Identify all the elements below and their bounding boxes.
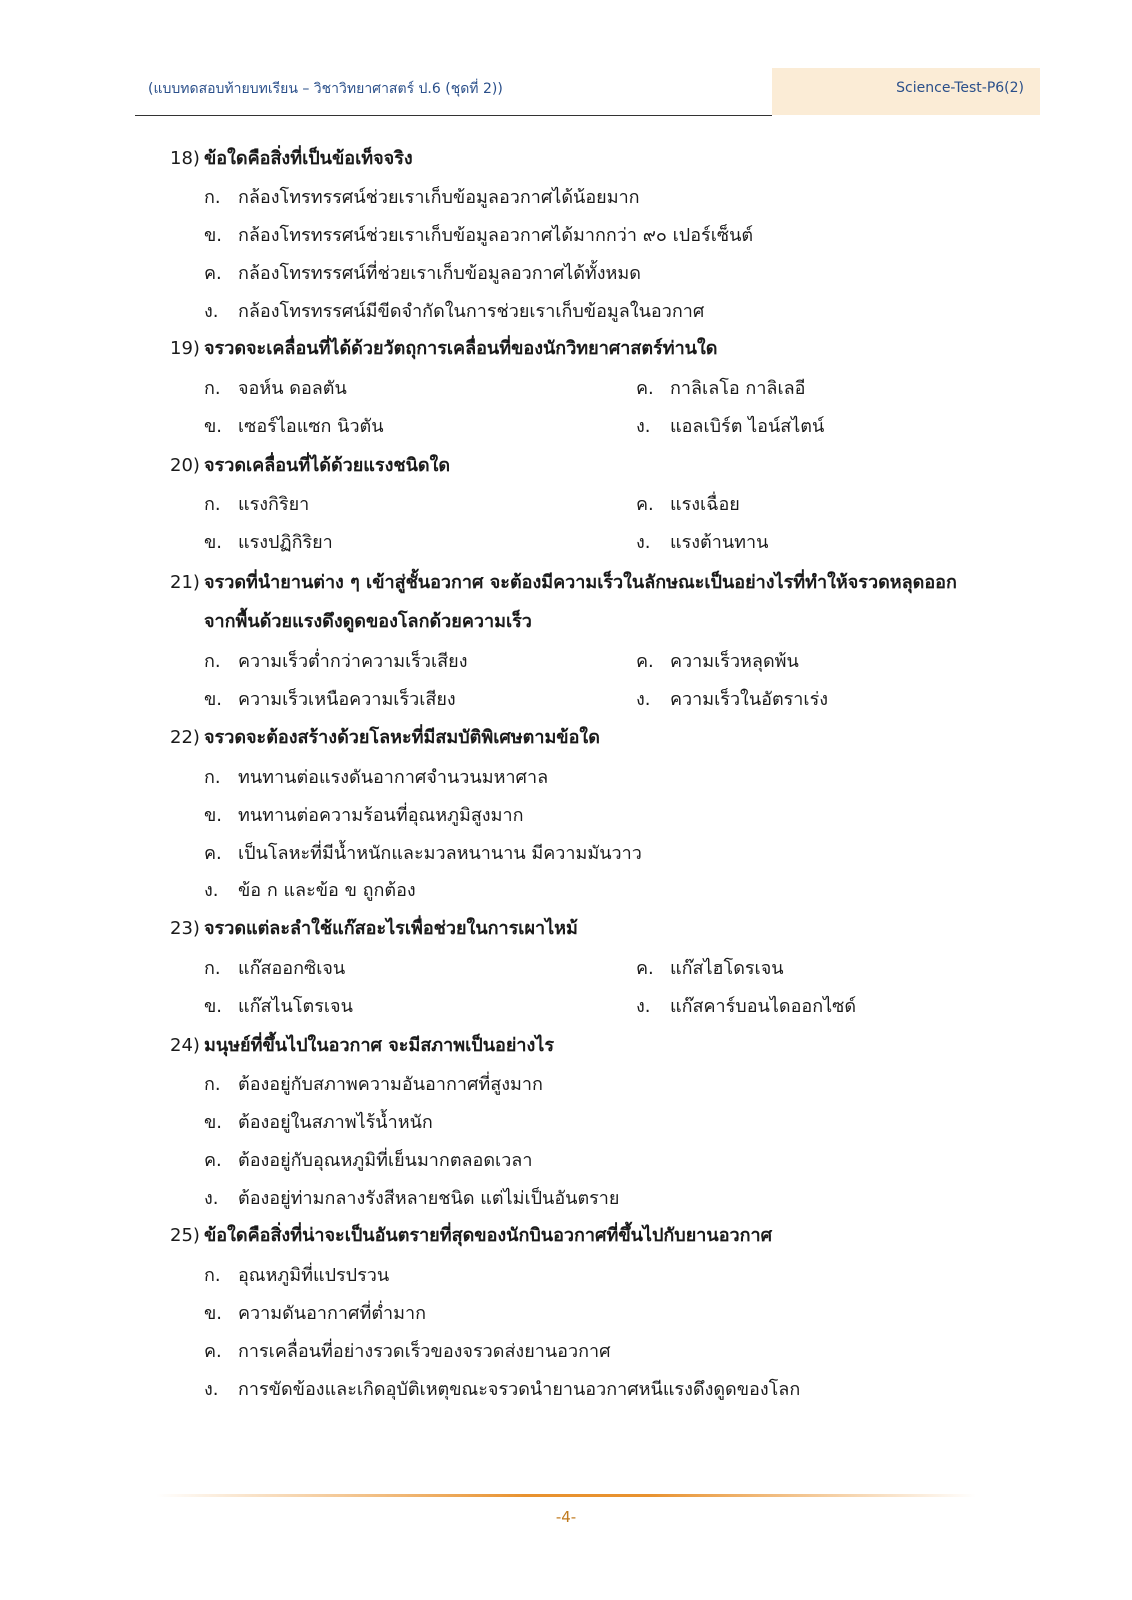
option	[204, 489, 309, 518]
option-letter: ก.	[204, 187, 221, 208]
option-letter: ค.	[204, 1341, 222, 1362]
option	[204, 762, 548, 791]
option	[636, 411, 824, 440]
question-text: จรวดแต่ละลำใช้แก๊สอะไรเพื่อช่วยในการเผาไหม้	[204, 918, 578, 939]
option	[204, 646, 467, 675]
option	[204, 1336, 611, 1365]
option-text: ความเร็วในอัตราเร่ง	[670, 689, 829, 710]
question-number: 21)	[170, 572, 200, 593]
option-letter: ค.	[636, 651, 654, 672]
option-letter: ข.	[204, 689, 223, 710]
question-number: 22)	[170, 727, 200, 748]
question-21	[170, 567, 957, 596]
question-number: 19)	[170, 338, 200, 359]
option-text: การเคลื่อนที่อย่างรวดเร็วของจรวดส่งยานอวกาศ	[238, 1341, 611, 1362]
option-text: แรงปฏิกิริยา	[238, 532, 333, 553]
option	[204, 411, 384, 440]
option-letter: ข.	[204, 996, 223, 1017]
option-text: ทนทานต่อแรงดันอากาศจำนวนมหาศาล	[238, 767, 549, 788]
question-22	[170, 722, 600, 751]
option-letter: ข.	[204, 1303, 223, 1324]
option-text: แก๊สไฮโดรเจน	[670, 958, 784, 979]
option-text: แอลเบิร์ต ไอน์สไตน์	[670, 416, 825, 437]
option-text: กล้องโทรทรรศน์ช่วยเราเก็บข้อมูลอวกาศได้มากกว่า ๙๐ เปอร์เซ็นต์	[238, 225, 754, 246]
header-code: Science-Test-P6(2)	[896, 80, 1024, 96]
option-text: การขัดข้องและเกิดอุบัติเหตุขณะจรวดนำยานอวกาศหนีแรงดึงดูดของโลก	[238, 1379, 801, 1400]
option	[204, 953, 345, 982]
option	[204, 991, 353, 1020]
option-letter: ก.	[204, 651, 221, 672]
option-letter: ง.	[204, 880, 219, 901]
question-number: 18)	[170, 148, 200, 169]
question-20	[170, 450, 450, 479]
question-24	[170, 1030, 554, 1059]
option	[636, 646, 799, 675]
question-text: จรวดที่นำยานต่าง ๆ เข้าสู่ชั้นอวกาศ จะต้องมีความเร็วในลักษณะเป็นอย่างไรที่ทำให้จรวดหลุดออก	[204, 572, 957, 593]
option-text: ต้องอยู่ท่ามกลางรังสีหลายชนิด แต่ไม่เป็นอันตราย	[238, 1188, 620, 1209]
option-text: ข้อ ก และข้อ ข ถูกต้อง	[238, 880, 416, 901]
footer-divider	[156, 1494, 976, 1497]
option-letter: ค.	[204, 1150, 222, 1171]
option-text: ความดันอากาศที่ต่ำมาก	[238, 1303, 426, 1324]
option	[204, 1298, 426, 1327]
header-title: (แบบทดสอบท้ายบทเรียน – วิชาวิทยาศาสตร์ ป.6 (ชุดที่ 2))	[148, 81, 503, 97]
option-letter: ก.	[204, 378, 221, 399]
option-text: ความเร็วต่ำกว่าความเร็วเสียง	[238, 651, 468, 672]
option	[204, 838, 642, 867]
option-text: ต้องอยู่ในสภาพไร้น้ำหนัก	[238, 1112, 433, 1133]
option-text: ต้องอยู่กับสภาพความอันอากาศที่สูงมาก	[238, 1074, 543, 1095]
option	[204, 875, 416, 904]
question-number: 25)	[170, 1225, 200, 1246]
option-letter: ค.	[636, 494, 654, 515]
option-letter: ก.	[204, 1265, 221, 1286]
question-text: ข้อใดคือสิ่งที่เป็นข้อเท็จจริง	[204, 148, 413, 169]
option-letter: ง.	[204, 1188, 219, 1209]
question-text: จรวดจะต้องสร้างด้วยโลหะที่มีสมบัติพิเศษตามข้อใด	[204, 727, 600, 748]
option	[204, 258, 641, 287]
option-letter: ข.	[204, 225, 223, 246]
question-text: มนุษย์ที่ขึ้นไปในอวกาศ จะมีสภาพเป็นอย่างไร	[204, 1035, 555, 1056]
option	[204, 527, 333, 556]
option	[636, 991, 856, 1020]
option	[636, 684, 828, 713]
option-letter: ง.	[636, 416, 651, 437]
option-text: แรงเฉื่อย	[670, 494, 740, 515]
option-letter: ค.	[636, 958, 654, 979]
option-text: ความเร็วหลุดพ้น	[670, 651, 799, 672]
question-18	[170, 143, 413, 172]
option-text: ต้องอยู่กับอุณหภูมิที่เย็นมากตลอดเวลา	[238, 1150, 533, 1171]
question-19	[170, 333, 717, 362]
option	[204, 800, 523, 829]
option-letter: ก.	[204, 958, 221, 979]
option-letter: ข.	[204, 532, 223, 553]
option-text: แก๊สไนโตรเจน	[238, 996, 353, 1017]
question-number: 20)	[170, 455, 200, 476]
option-letter: ข.	[204, 805, 223, 826]
question-text: จรวดเคลื่อนที่ได้ด้วยแรงชนิดใด	[204, 455, 451, 476]
option-letter: ค.	[636, 378, 654, 399]
option-letter: ค.	[204, 263, 222, 284]
option-letter: ก.	[204, 494, 221, 515]
option-letter: ค.	[204, 843, 222, 864]
option-text: กล้องโทรทรรศน์มีขีดจำกัดในการช่วยเราเก็บข้อมูลในอวกาศ	[238, 301, 705, 322]
question-23	[170, 913, 578, 942]
header-code-box	[772, 68, 1040, 115]
option-text: จอห์น ดอลตัน	[238, 378, 347, 399]
option	[204, 1260, 389, 1289]
question-25	[170, 1220, 772, 1249]
question-text: ข้อใดคือสิ่งที่น่าจะเป็นอันตรายที่สุดของนักบินอวกาศที่ขึ้นไปกับยานอวกาศ	[204, 1225, 773, 1246]
option	[204, 684, 456, 713]
option-text: ทนทานต่อความร้อนที่อุณหภูมิสูงมาก	[238, 805, 524, 826]
question-text: จรวดจะเคลื่อนที่ได้ด้วยวัตถุการเคลื่อนที่ของนักวิทยาศาสตร์ท่านใด	[204, 338, 718, 359]
page-number: -4-	[555, 1508, 577, 1526]
option	[204, 1145, 532, 1174]
option-text: ความเร็วเหนือความเร็วเสียง	[238, 689, 456, 710]
option-text: แก๊สคาร์บอนไดออกไซด์	[670, 996, 857, 1017]
option-letter: ง.	[636, 532, 651, 553]
option-text: แรงต้านทาน	[670, 532, 769, 553]
option	[204, 296, 704, 325]
option	[204, 1069, 543, 1098]
option-text: แรงกิริยา	[238, 494, 310, 515]
option-letter: ก.	[204, 767, 221, 788]
option-letter: ข.	[204, 1112, 223, 1133]
option-text: อุณหภูมิที่แปรปรวน	[238, 1265, 390, 1286]
option-text: เป็นโลหะที่มีน้ำหนักและมวลหนานาน มีความมันวาว	[238, 843, 642, 864]
option	[204, 1183, 619, 1212]
option-letter: ง.	[204, 301, 219, 322]
option-letter: ง.	[204, 1379, 219, 1400]
option-letter: ข.	[204, 416, 223, 437]
question-number: 24)	[170, 1035, 200, 1056]
option-text: กล้องโทรทรรศน์ช่วยเราเก็บข้อมูลอวกาศได้น้อยมาก	[238, 187, 640, 208]
option	[204, 1107, 433, 1136]
option	[204, 182, 640, 211]
option-letter: ง.	[636, 689, 651, 710]
header-divider	[135, 115, 772, 116]
option	[204, 1374, 800, 1403]
option-letter: ง.	[636, 996, 651, 1017]
question-text-continued: จากพื้นด้วยแรงดึงดูดของโลกด้วยความเร็ว	[204, 611, 532, 632]
option	[636, 953, 784, 982]
option-text: เซอร์ไอแซก นิวตัน	[238, 416, 384, 437]
question-number: 23)	[170, 918, 200, 939]
option-text: แก๊สออกซิเจน	[238, 958, 346, 979]
option	[636, 527, 768, 556]
option	[636, 489, 740, 518]
option	[636, 373, 805, 402]
option	[204, 373, 347, 402]
option-text: กาลิเลโอ กาลิเลอี	[670, 378, 806, 399]
option-text: กล้องโทรทรรศน์ที่ช่วยเราเก็บข้อมูลอวกาศได้ทั้งหมด	[238, 263, 641, 284]
option-letter: ก.	[204, 1074, 221, 1095]
option	[204, 220, 753, 249]
